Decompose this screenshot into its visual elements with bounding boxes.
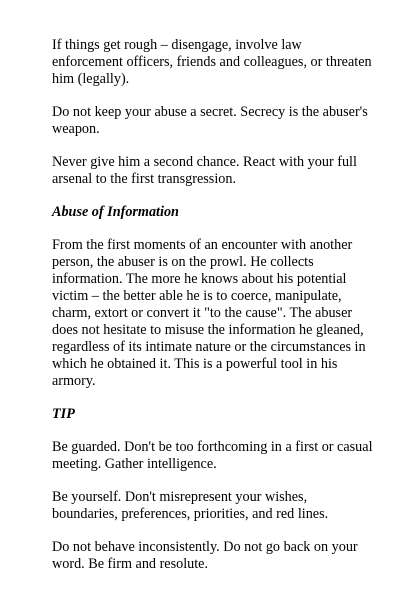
paragraph-be-yourself: Be yourself. Don't misrepresent your wishes, boundaries, preferences, priorities, and red lines. (52, 489, 329, 522)
paragraph-information: From the first moments of an encounter with another person, the abuser is on the prowl. He collects information. The more he knows about his potential victim – the better able he is to coerce, manipulate, charm, extort or convert it "to the cause". The abuser does not hesitate to misuse the information he gleaned, regardless of its intimate nature or the circumstances in which he obtained it. This is a powerful tool in his armory. (52, 237, 366, 389)
paragraph-second-chance: Never give him a second chance. React with your full arsenal to the first transgression. (52, 154, 357, 187)
paragraph-secrecy: Do not keep your abuse a secret. Secrecy is the abuser's weapon. (52, 104, 368, 137)
section-heading-tip: TIP (52, 406, 75, 422)
paragraph-consistency: Do not behave inconsistently. Do not go back on your word. Be firm and resolute. (52, 539, 358, 572)
section-heading-abuse-of-information: Abuse of Information (52, 204, 179, 220)
document-page (52, 37, 382, 589)
paragraph-disengage: If things get rough – disengage, involve law enforcement officers, friends and colleagues, or threaten him (legally). (52, 37, 372, 87)
paragraph-be-guarded: Be guarded. Don't be too forthcoming in a first or casual meeting. Gather intelligence. (52, 439, 373, 472)
